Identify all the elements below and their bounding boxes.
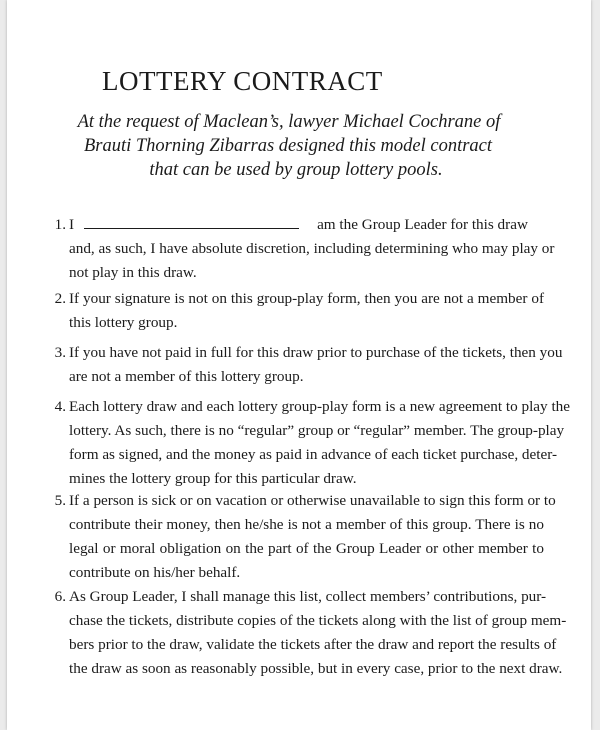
item-number: 1.: [54, 216, 66, 233]
item-line: legal or moral obligation on the part of the Group Leader or other member to: [69, 540, 544, 557]
item-line: If a person is sick or on vacation or otherwise unavailable to sign this form or to: [69, 492, 556, 509]
item-line: As Group Leader, I shall manage this list, collect members’ contributions, pur-: [69, 588, 547, 605]
item-number: 3.: [54, 344, 66, 361]
item-number: 2.: [54, 290, 66, 307]
contract-item-2: [48, 287, 544, 335]
item-number: 4.: [54, 398, 66, 415]
item-line: form as signed, and the money as paid in advance of each ticket purchase, deter-: [69, 446, 558, 463]
subtitle-line: At the request of Maclean’s, lawyer Michael Cochrane of: [77, 112, 501, 132]
subtitle-line: that can be used by group lottery pools.: [149, 160, 443, 180]
item-line-text: am the Group Leader for this draw: [317, 216, 528, 233]
document-subtitle: [7, 110, 591, 182]
contract-item-1: [48, 213, 555, 285]
name-blank-line[interactable]: [84, 214, 299, 229]
document-title: LOTTERY CONTRACT: [102, 66, 383, 96]
item-line: and, as such, I have absolute discretion, including determining who may play or: [69, 240, 555, 257]
item-number: 5.: [54, 492, 66, 509]
item-line: If you have not paid in full for this draw prior to purchase of the tickets, then you: [69, 344, 563, 361]
item-line: the draw as soon as reasonably possible, but in every case, prior to the next draw.: [69, 660, 563, 677]
subtitle-line: Brauti Thorning Zibarras designed this model contract: [83, 136, 493, 156]
item-line: lottery. As such, there is no “regular” group or “regular” member. The group-play: [69, 422, 565, 439]
contract-item-3: [48, 341, 563, 389]
item-line: not play in this draw.: [69, 264, 197, 281]
item-line: bers prior to the draw, validate the tickets after the draw and report the results of: [69, 636, 557, 653]
item-line: are not a member of this lottery group.: [69, 368, 304, 385]
contract-item-5: [48, 489, 556, 585]
item-line: [69, 213, 544, 237]
item-line: mines the lottery group for this particular draw.: [69, 470, 357, 487]
item-line: If your signature is not on this group-play form, then you are not a member of: [69, 290, 544, 307]
item-line: chase the tickets, distribute copies of the tickets along with the list of group mem-: [69, 612, 567, 629]
item-number: 6.: [54, 588, 66, 605]
contract-item-6: [48, 585, 567, 681]
contract-item-4: [48, 395, 570, 491]
item-line: Each lottery draw and each lottery group-play form is a new agreement to play the: [69, 398, 570, 415]
item-line: contribute on his/her behalf.: [69, 564, 241, 581]
item-line: contribute their money, then he/she is not a member of this group. There is no: [69, 516, 544, 533]
item-lead-text: I: [69, 216, 75, 233]
item-line: this lottery group.: [69, 314, 178, 331]
document-page: [7, 0, 591, 730]
